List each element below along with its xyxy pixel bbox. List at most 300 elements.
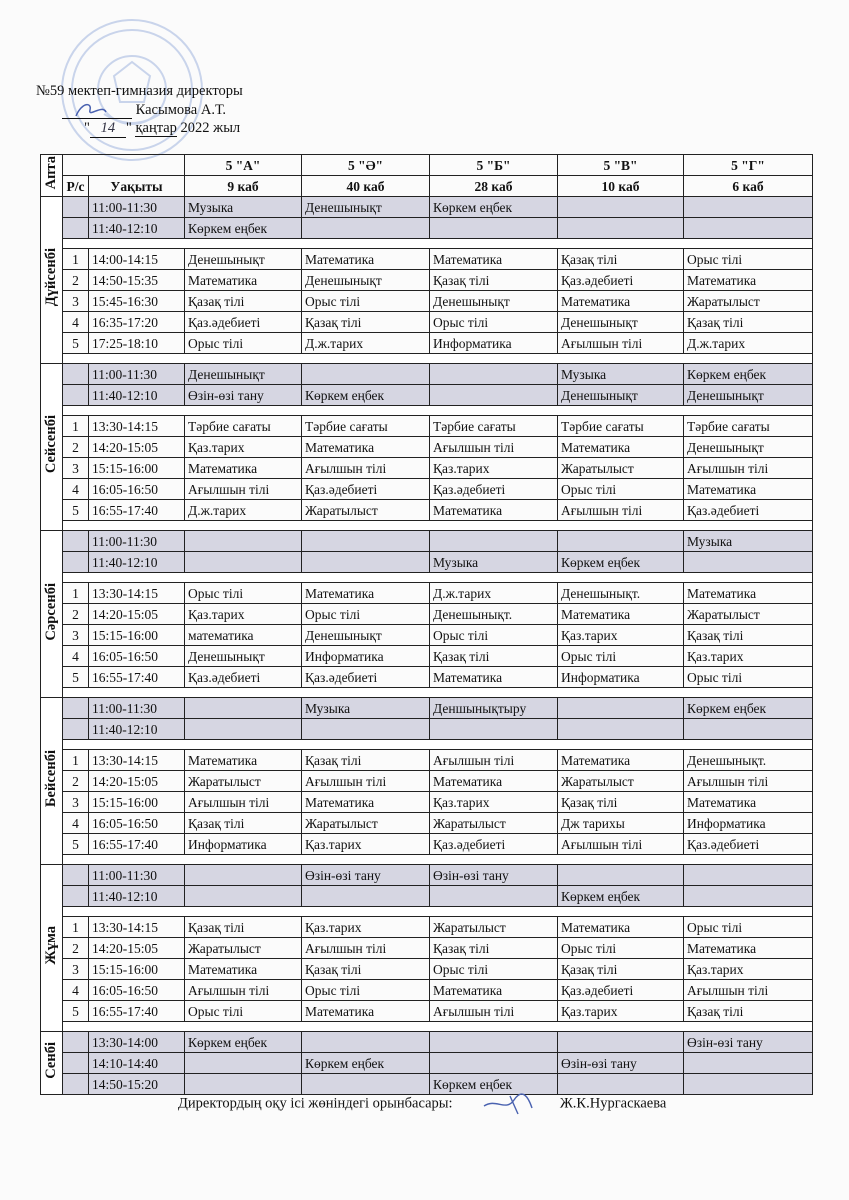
subject-cell — [430, 1032, 558, 1053]
subject-cell: Математика — [684, 792, 813, 813]
lesson-time: 11:40-12:10 — [89, 719, 185, 740]
subject-cell: Қазақ тілі — [185, 917, 302, 938]
subject-cell — [302, 218, 430, 239]
lesson-time: 11:00-11:30 — [89, 197, 185, 218]
lesson-number: 1 — [63, 750, 89, 771]
subject-cell — [302, 1032, 430, 1053]
subject-cell: Ағылшын тілі — [684, 458, 813, 479]
subject-cell: Көркем еңбек — [558, 886, 684, 907]
week-header: Апта — [41, 155, 63, 197]
lesson-number: 2 — [63, 771, 89, 792]
subject-cell: Математика — [430, 667, 558, 688]
lesson-time: 14:50-15:20 — [89, 1074, 185, 1095]
morning-row — [41, 552, 813, 573]
lesson-time: 13:30-14:15 — [89, 416, 185, 437]
director-name: Касымова А.Т. — [135, 102, 226, 118]
lesson-time: 14:20-15:05 — [89, 604, 185, 625]
subject-cell: Қаз.тарих — [185, 437, 302, 458]
lesson-number — [63, 719, 89, 740]
lesson-row — [41, 416, 813, 437]
lesson-row — [41, 813, 813, 834]
subject-cell: Орыс тілі — [302, 980, 430, 1001]
class-5b: 5 "Б" — [430, 155, 558, 176]
subject-cell: Денешынықт — [558, 385, 684, 406]
schedule-body — [41, 197, 813, 1095]
subject-cell: Қазақ тілі — [302, 750, 430, 771]
subject-cell: Математика — [302, 1001, 430, 1022]
lesson-number: 4 — [63, 479, 89, 500]
subject-cell: Қаз.әдебиеті — [558, 270, 684, 291]
subject-cell — [185, 552, 302, 573]
class-5a: 5 "А" — [185, 155, 302, 176]
subject-cell: Ағылшын тілі — [430, 437, 558, 458]
footer-label: Директордың оқу ісі жөніндегі орынбасары: — [178, 1095, 453, 1112]
subject-cell: Жаратылыст — [558, 458, 684, 479]
lesson-row — [41, 437, 813, 458]
lesson-number — [63, 364, 89, 385]
lesson-number: 2 — [63, 270, 89, 291]
subject-cell: Информатика — [302, 646, 430, 667]
subject-cell: Информатика — [185, 834, 302, 855]
lesson-row — [41, 834, 813, 855]
subject-cell: Денешынықт. — [430, 604, 558, 625]
subject-cell: Информатика — [558, 667, 684, 688]
lesson-number — [63, 385, 89, 406]
subject-cell: Қаз.әдебиеті — [185, 312, 302, 333]
lesson-number — [63, 552, 89, 573]
subject-cell: Тәрбие сағаты — [185, 416, 302, 437]
lesson-row — [41, 792, 813, 813]
subject-cell — [684, 552, 813, 573]
lesson-time: 16:35-17:20 — [89, 312, 185, 333]
subject-cell: Математика — [684, 479, 813, 500]
room-5v: 10 каб — [558, 176, 684, 197]
lesson-number — [63, 865, 89, 886]
subject-cell — [558, 218, 684, 239]
subject-cell: Музыка — [185, 197, 302, 218]
subject-cell: Жаратылыст — [684, 291, 813, 312]
lesson-row — [41, 917, 813, 938]
subject-cell: Қаз.әдебиеті — [684, 834, 813, 855]
morning-row — [41, 364, 813, 385]
subject-cell: Денешынықт. — [558, 583, 684, 604]
lesson-number: 3 — [63, 291, 89, 312]
subject-cell: Денешынықт — [684, 385, 813, 406]
subject-cell — [430, 886, 558, 907]
subject-cell — [684, 197, 813, 218]
lesson-number: 5 — [63, 500, 89, 521]
subject-cell: Қазақ тілі — [558, 249, 684, 270]
gap-row — [41, 907, 813, 917]
subject-cell: Қаз.әдебиеті — [302, 667, 430, 688]
subject-cell: Қаз.тарих — [684, 646, 813, 667]
subject-cell: Ағылшын тілі — [430, 1001, 558, 1022]
subject-cell — [185, 1053, 302, 1074]
subject-cell: Орыс тілі — [302, 604, 430, 625]
lesson-time: 15:45-16:30 — [89, 291, 185, 312]
subject-cell: Көркем еңбек — [302, 385, 430, 406]
subject-cell: Қаз.тарих — [430, 458, 558, 479]
lesson-row — [41, 750, 813, 771]
time-header: Уақыты — [89, 176, 185, 197]
class-5g: 5 "Г" — [684, 155, 813, 176]
subject-cell: Музыка — [302, 698, 430, 719]
subject-cell: Ағылшын тілі — [558, 500, 684, 521]
lesson-time: 16:05-16:50 — [89, 813, 185, 834]
header-row-classes — [41, 155, 813, 176]
subject-cell: Тәрбие сағаты — [430, 416, 558, 437]
subject-cell: Математика — [684, 938, 813, 959]
subject-cell: Математика — [430, 980, 558, 1001]
subject-cell: Қазақ тілі — [185, 813, 302, 834]
subject-cell: Денешынықт. — [684, 750, 813, 771]
subject-cell — [430, 218, 558, 239]
lesson-number — [63, 698, 89, 719]
class-5ae: 5 "Ә" — [302, 155, 430, 176]
lesson-number: 2 — [63, 604, 89, 625]
subject-cell: Ағылшын тілі — [684, 980, 813, 1001]
subject-cell — [684, 218, 813, 239]
lesson-time: 17:25-18:10 — [89, 333, 185, 354]
morning-row — [41, 865, 813, 886]
lesson-time: 16:55-17:40 — [89, 834, 185, 855]
lesson-number: 2 — [63, 938, 89, 959]
lesson-time: 16:05-16:50 — [89, 479, 185, 500]
lesson-number: 2 — [63, 437, 89, 458]
lesson-row — [41, 270, 813, 291]
room-5b: 28 каб — [430, 176, 558, 197]
day-label: Сәрсенбі — [41, 531, 63, 698]
lesson-number: 4 — [63, 980, 89, 1001]
subject-cell: Қазақ тілі — [558, 792, 684, 813]
subject-cell: математика — [185, 625, 302, 646]
subject-cell — [684, 886, 813, 907]
subject-cell: Өзін-өзі тану — [430, 865, 558, 886]
lesson-row — [41, 771, 813, 792]
subject-cell: Қаз.тарих — [185, 604, 302, 625]
subject-cell: Орыс тілі — [185, 333, 302, 354]
subject-cell: Орыс тілі — [558, 938, 684, 959]
subject-cell — [684, 719, 813, 740]
subject-cell: Қаз.тарих — [558, 1001, 684, 1022]
subject-cell: Тәрбие сағаты — [558, 416, 684, 437]
lesson-number: 5 — [63, 834, 89, 855]
subject-cell — [430, 364, 558, 385]
gap-row — [41, 688, 813, 698]
subject-cell: Денешынықт — [302, 625, 430, 646]
director-signature — [62, 100, 132, 119]
subject-cell: Қазақ тілі — [558, 959, 684, 980]
subject-cell: Орыс тілі — [684, 667, 813, 688]
subject-cell: Информатика — [684, 813, 813, 834]
subject-cell: Математика — [302, 437, 430, 458]
lesson-time: 11:40-12:10 — [89, 218, 185, 239]
room-5ae: 40 каб — [302, 176, 430, 197]
subject-cell: Тәрбие сағаты — [684, 416, 813, 437]
lesson-number: 5 — [63, 333, 89, 354]
subject-cell: Орыс тілі — [185, 1001, 302, 1022]
morning-row — [41, 197, 813, 218]
subject-cell: Д.ж.тарих — [430, 583, 558, 604]
morning-row — [41, 1053, 813, 1074]
morning-row — [41, 218, 813, 239]
subject-cell — [430, 719, 558, 740]
gap-row — [41, 1022, 813, 1032]
lesson-time: 13:30-14:00 — [89, 1032, 185, 1053]
lesson-number: 3 — [63, 792, 89, 813]
class-5v: 5 "В" — [558, 155, 684, 176]
gap-row — [41, 855, 813, 865]
lesson-time: 11:00-11:30 — [89, 865, 185, 886]
lesson-time: 15:15-16:00 — [89, 792, 185, 813]
subject-cell: Қаз.әдебиеті — [302, 479, 430, 500]
subject-cell: Денешынықт — [302, 197, 430, 218]
subject-cell: Математика — [430, 249, 558, 270]
subject-cell: Қазақ тілі — [684, 312, 813, 333]
lesson-time: 16:55-17:40 — [89, 1001, 185, 1022]
lesson-number — [63, 1053, 89, 1074]
subject-cell — [185, 698, 302, 719]
subject-cell: Қаз.тарих — [684, 959, 813, 980]
lesson-time: 14:20-15:05 — [89, 437, 185, 458]
subject-cell: Қаз.тарих — [302, 834, 430, 855]
subject-cell: Орыс тілі — [430, 959, 558, 980]
deputy-name: Ж.К.Нургаскаева — [559, 1095, 667, 1112]
subject-cell — [302, 719, 430, 740]
approval-month: қаңтар — [135, 120, 177, 136]
day-label: Жұма — [41, 865, 63, 1032]
subject-cell: Математика — [430, 500, 558, 521]
gap-row — [41, 239, 813, 249]
subject-cell: Орыс тілі — [684, 249, 813, 270]
subject-cell: Тәрбие сағаты — [302, 416, 430, 437]
subject-cell: Көркем еңбек — [684, 698, 813, 719]
lesson-row — [41, 249, 813, 270]
subject-cell — [684, 1053, 813, 1074]
director-line — [36, 100, 243, 119]
subject-cell: Музыка — [684, 531, 813, 552]
subject-cell: Өзін-өзі тану — [302, 865, 430, 886]
subject-cell — [430, 531, 558, 552]
subject-cell: Қаз.әдебиеті — [185, 667, 302, 688]
subject-cell: Ағылшын тілі — [185, 479, 302, 500]
subject-cell: Музыка — [558, 364, 684, 385]
subject-cell: Жаратылыст — [185, 938, 302, 959]
subject-cell: Орыс тілі — [430, 625, 558, 646]
subject-cell: Қазақ тілі — [430, 938, 558, 959]
day-label: Бейсенбі — [41, 698, 63, 865]
lesson-number — [63, 1032, 89, 1053]
subject-cell — [558, 1032, 684, 1053]
subject-cell: Дж тарихы — [558, 813, 684, 834]
lesson-time: 14:20-15:05 — [89, 938, 185, 959]
lesson-row — [41, 959, 813, 980]
subject-cell: Қаз.әдебиеті — [558, 980, 684, 1001]
subject-cell: Көркем еңбек — [430, 197, 558, 218]
gap-row — [41, 354, 813, 364]
subject-cell: Ағылшын тілі — [558, 333, 684, 354]
subject-cell — [558, 531, 684, 552]
room-5g: 6 каб — [684, 176, 813, 197]
lesson-time: 16:05-16:50 — [89, 646, 185, 667]
subject-cell: Қаз.тарих — [302, 917, 430, 938]
subject-cell: Ағылшын тілі — [302, 771, 430, 792]
subject-cell — [185, 531, 302, 552]
room-5a: 9 каб — [185, 176, 302, 197]
subject-cell: Ағылшын тілі — [684, 771, 813, 792]
subject-cell: Орыс тілі — [558, 479, 684, 500]
morning-row — [41, 886, 813, 907]
subject-cell: Д.ж.тарих — [302, 333, 430, 354]
subject-cell: Қаз.тарих — [430, 792, 558, 813]
schedule-table — [40, 154, 813, 1095]
subject-cell — [684, 1074, 813, 1095]
subject-cell: Денешынықт — [185, 646, 302, 667]
approval-title: №59 мектеп-гимназия директоры — [36, 83, 243, 99]
subject-cell: Денешынықт — [558, 312, 684, 333]
lesson-number: 5 — [63, 667, 89, 688]
morning-row — [41, 698, 813, 719]
subject-cell: Математика — [302, 583, 430, 604]
subject-cell: Қазақ тілі — [302, 959, 430, 980]
subject-cell: Көркем еңбек — [558, 552, 684, 573]
subject-cell: Денешынықт — [684, 437, 813, 458]
lesson-number: 3 — [63, 458, 89, 479]
subject-cell: Жаратылыст — [558, 771, 684, 792]
subject-cell: Көркем еңбек — [430, 1074, 558, 1095]
subject-cell: Денешынықт — [185, 364, 302, 385]
subject-cell — [430, 1053, 558, 1074]
deputy-signature — [480, 1092, 550, 1116]
subject-cell: Жаратылыст — [430, 813, 558, 834]
day-label: Сейсенбі — [41, 364, 63, 531]
lesson-time: 16:05-16:50 — [89, 980, 185, 1001]
subject-cell: Ағылшын тілі — [430, 750, 558, 771]
lesson-time: 13:30-14:15 — [89, 750, 185, 771]
subject-cell — [185, 719, 302, 740]
subject-cell — [302, 531, 430, 552]
lesson-number — [63, 886, 89, 907]
subject-cell: Орыс тілі — [430, 312, 558, 333]
lesson-number: 4 — [63, 813, 89, 834]
subject-cell: Ағылшын тілі — [302, 458, 430, 479]
lesson-time: 14:50-15:35 — [89, 270, 185, 291]
subject-cell: Көркем еңбек — [302, 1053, 430, 1074]
subject-cell: Өзін-өзі тану — [185, 385, 302, 406]
subject-cell: Математика — [302, 792, 430, 813]
subject-cell: Ағылшын тілі — [185, 792, 302, 813]
footer — [178, 1092, 666, 1116]
subject-cell: Орыс тілі — [558, 646, 684, 667]
subject-cell: Орыс тілі — [185, 583, 302, 604]
subject-cell: Көркем еңбек — [185, 218, 302, 239]
subject-cell: Денешынықт — [302, 270, 430, 291]
lesson-time: 14:00-14:15 — [89, 249, 185, 270]
morning-row — [41, 531, 813, 552]
subject-cell: Математика — [558, 604, 684, 625]
subject-cell — [430, 385, 558, 406]
subject-cell: Информатика — [430, 333, 558, 354]
subject-cell: Қазақ тілі — [684, 625, 813, 646]
lesson-number — [63, 1074, 89, 1095]
lesson-row — [41, 646, 813, 667]
subject-cell: Математика — [684, 583, 813, 604]
subject-cell: Математика — [430, 771, 558, 792]
subject-cell: Математика — [185, 270, 302, 291]
day-label: Дүйсенбі — [41, 197, 63, 364]
lesson-row — [41, 1001, 813, 1022]
subject-cell: Жаратылыст — [430, 917, 558, 938]
lesson-number: 1 — [63, 917, 89, 938]
subject-cell: Қаз.әдебиеті — [430, 479, 558, 500]
lesson-number: 1 — [63, 249, 89, 270]
subject-cell: Қазақ тілі — [185, 291, 302, 312]
subject-cell: Жаратылыст — [185, 771, 302, 792]
lesson-row — [41, 500, 813, 521]
day-label: Сенбі — [41, 1032, 63, 1095]
lesson-number: 1 — [63, 583, 89, 604]
lesson-time: 15:15-16:00 — [89, 959, 185, 980]
lesson-number: 4 — [63, 312, 89, 333]
lesson-time: 16:55-17:40 — [89, 500, 185, 521]
lesson-number: 3 — [63, 625, 89, 646]
approval-date: " 14 " қаңтар 2022 жыл — [84, 120, 241, 136]
subject-cell: Денешынықт — [430, 291, 558, 312]
num-header: Р/с — [63, 176, 89, 197]
lesson-row — [41, 583, 813, 604]
lesson-time: 11:00-11:30 — [89, 364, 185, 385]
subject-cell: Математика — [185, 458, 302, 479]
gap-row — [41, 406, 813, 416]
lesson-time: 11:40-12:10 — [89, 385, 185, 406]
lesson-time: 16:55-17:40 — [89, 667, 185, 688]
subject-cell: Өзін-өзі тану — [558, 1053, 684, 1074]
subject-cell: Жаратылыст — [684, 604, 813, 625]
lesson-row — [41, 667, 813, 688]
lesson-time: 14:10-14:40 — [89, 1053, 185, 1074]
subject-cell — [302, 364, 430, 385]
subject-cell: Д.ж.тарих — [185, 500, 302, 521]
gap-row — [41, 740, 813, 750]
morning-row — [41, 719, 813, 740]
subject-cell: Д.ж.тарих — [684, 333, 813, 354]
lesson-time: 15:15-16:00 — [89, 458, 185, 479]
subject-cell — [684, 865, 813, 886]
lesson-number: 1 — [63, 416, 89, 437]
lesson-row — [41, 980, 813, 1001]
subject-cell: Қаз.әдебиеті — [430, 834, 558, 855]
lesson-row — [41, 458, 813, 479]
approval-day: 14 — [90, 119, 126, 138]
morning-row — [41, 1032, 813, 1053]
lesson-time: 15:15-16:00 — [89, 625, 185, 646]
subject-cell: Математика — [558, 437, 684, 458]
lesson-time: 14:20-15:05 — [89, 771, 185, 792]
subject-cell: Деншынықтыру — [430, 698, 558, 719]
lesson-number — [63, 218, 89, 239]
gap-row — [41, 573, 813, 583]
lesson-row — [41, 604, 813, 625]
subject-cell: Көркем еңбек — [185, 1032, 302, 1053]
subject-cell — [558, 719, 684, 740]
lesson-row — [41, 479, 813, 500]
subject-cell — [302, 552, 430, 573]
lesson-row — [41, 333, 813, 354]
subject-cell: Қаз.әдебиеті — [684, 500, 813, 521]
subject-cell: Математика — [558, 917, 684, 938]
subject-cell: Орыс тілі — [684, 917, 813, 938]
subject-cell: Орыс тілі — [302, 291, 430, 312]
